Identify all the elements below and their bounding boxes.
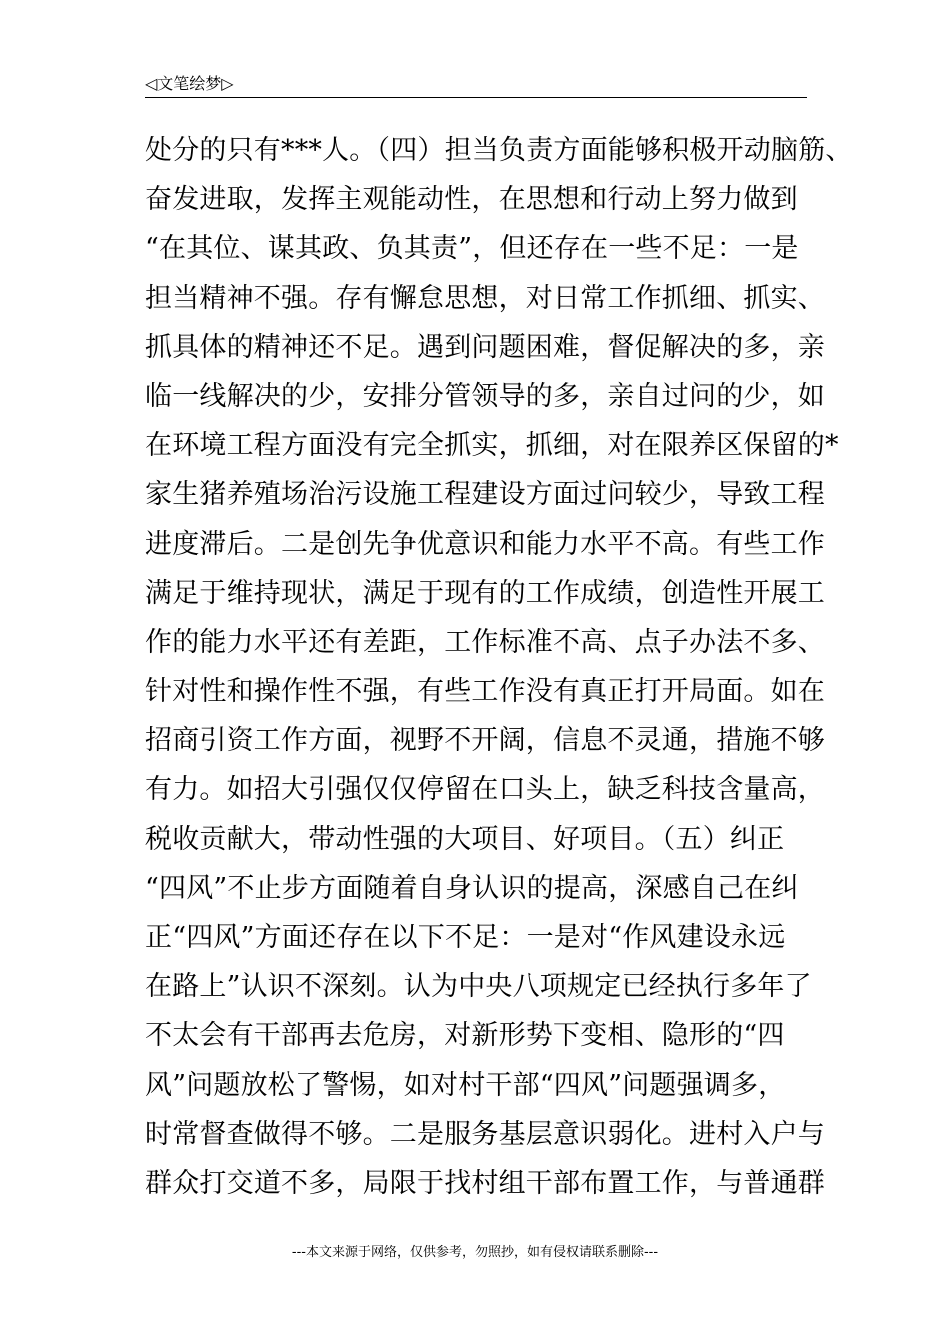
text-line: 在环境工程方面没有完全抓实，抓细，对在限养区保留的* [145, 430, 839, 462]
text-line: 有力。如招大引强仅仅停留在口头上，缺乏科技含量高， [145, 774, 825, 806]
text-line: 不太会有干部再去危房，对新形势下变相、隐形的“四 [145, 1020, 785, 1052]
text-line: 进度滞后。二是创先争优意识和能力水平不高。有些工作 [145, 528, 825, 560]
text-line: “四风”不止步方面随着自身认识的提高，深感自己在纠 [145, 872, 799, 904]
text-line: 税收贡献大，带动性强的大项目、好项目。（五）纠正 [145, 823, 785, 855]
text-line: 群众打交道不多，局限于找村组干部布置工作，与普通群 [145, 1167, 825, 1199]
text-line: 处分的只有***人。（四）担当负责方面能够积极开动脑筋、 [145, 135, 853, 166]
text-line: 家生猪养殖场治污设施工程建设方面过问较少，导致工程 [145, 479, 825, 511]
text-line: 满足于维持现状，满足于现有的工作成绩，创造性开展工 [145, 577, 825, 609]
text-line: 临一线解决的少，安排分管领导的多，亲自过问的少，如 [145, 380, 825, 412]
text-line: 奋发进取，发挥主观能动性，在思想和行动上努力做到 [145, 184, 798, 216]
text-line: 针对性和操作性不强，有些工作没有真正打开局面。如在 [145, 676, 825, 708]
header-divider [145, 97, 807, 98]
footer-disclaimer: ---本文来源于网络，仅供参考，勿照抄，如有侵权请联系删除--- [291, 1245, 659, 1260]
header-title: ◁文笔绘梦▷ [145, 74, 234, 93]
text-line: 担当精神不强。存有懈怠思想，对日常工作抓细、抓实、 [145, 282, 825, 314]
text-line: 正“四风”方面还存在以下不足：一是对“作风建设永远 [145, 922, 786, 953]
text-line: 作的能力水平还有差距，工作标准不高、点子办法不多、 [145, 626, 825, 658]
text-line: 抓具体的精神还不足。遇到问题困难，督促解决的多，亲 [145, 331, 825, 363]
text-line: “在其位、谋其政、负其责”，但还存在一些不足：一是 [145, 233, 799, 265]
text-line: 招商引资工作方面，视野不开阔，信息不灵通，措施不够 [145, 725, 825, 757]
text-line: 在路上”认识不深刻。认为中央八项规定已经执行多年了 [145, 971, 812, 1003]
text-line: 时常督查做得不够。二是服务基层意识弱化。进村入户与 [145, 1118, 825, 1150]
text-line: 风”问题放松了警惕，如对村干部“四风”问题强调多， [145, 1069, 786, 1101]
page-header [145, 70, 807, 98]
document-body [145, 126, 853, 1208]
